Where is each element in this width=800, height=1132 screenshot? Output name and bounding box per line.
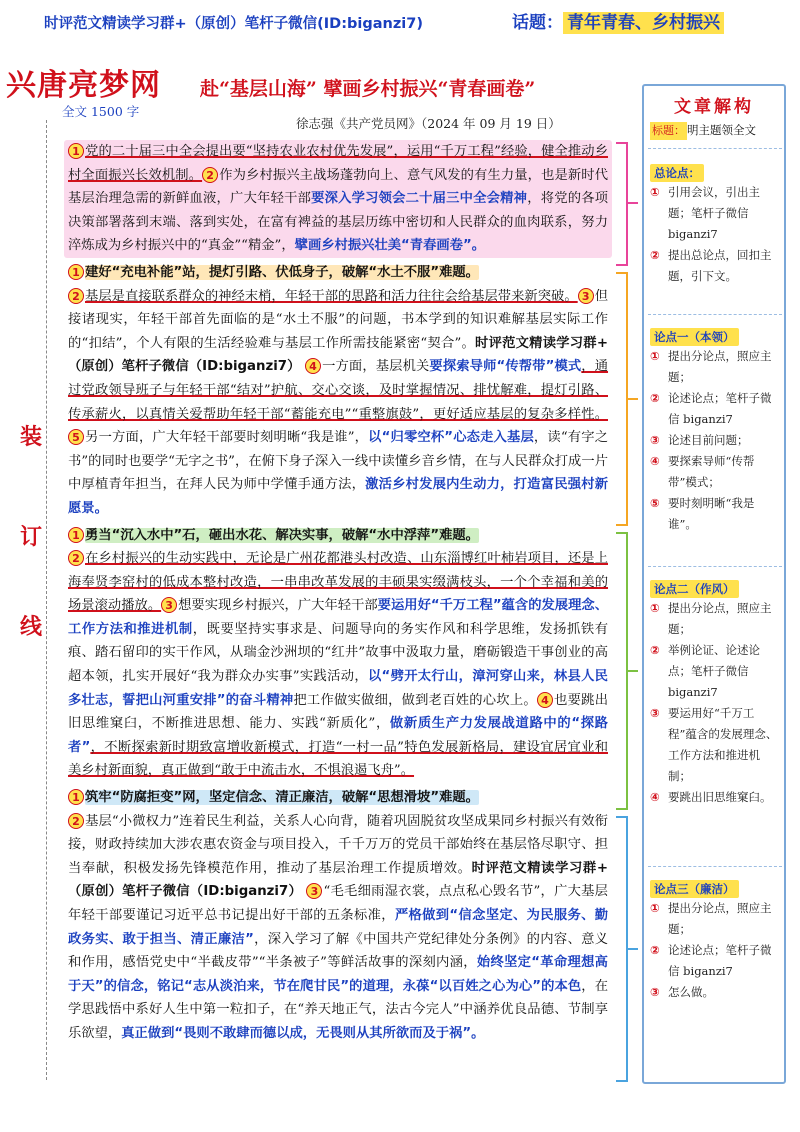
- bracket-tick: [628, 398, 638, 400]
- sentence: ，将党的各项决策部署落到末端、落到实处，在富有裨益的基层历练中密切和人民群众的血肉联系，努力淬炼成为乡村振兴中的“真金”“精金”，: [68, 191, 609, 254]
- topic-label: [512, 8, 724, 33]
- sidebar-item: ⑤ 要时刻明晰“我是谁”。: [650, 496, 755, 531]
- structure-sidebar: [642, 84, 786, 1084]
- sentence-number: 4: [537, 692, 553, 708]
- key-phrase: 以“劈开太行山，漳河穿山来，林县人民多壮志，誓把山河重安排”的奋斗精神: [68, 669, 608, 708]
- sentence-number: 1: [68, 527, 84, 543]
- sidebar-item: ② 提出总论点，回扣主题，引下文。: [650, 248, 772, 283]
- paragraph-point-1: [64, 261, 612, 521]
- sidebar-divider: [648, 866, 782, 867]
- sentence-number: 1: [68, 143, 84, 159]
- binding-char-3: 线: [20, 615, 43, 640]
- section-heading: 论点二（作风）: [650, 580, 739, 598]
- sidebar-divider: [648, 148, 782, 149]
- sidebar-item: ③ 论述目前问题；: [650, 433, 749, 447]
- sentence: ，读“有字之书”的同时也要学“无字之书”，在俯下身子深入一线中读懂乡音乡情，在与人民群众打成一片中厚植青年担当，在拜人民为师中学懂手通方法，: [68, 430, 608, 493]
- sentence-number: 2: [68, 550, 84, 566]
- sidebar-item: ③ 要运用好“千万工程”蕴含的发展理念、工作方法和推进机制；: [650, 706, 778, 783]
- sentence: ，既要坚持实事求是、问题导向的务实作风和科学思维，发扬抓铁有痕、踏石留印的实干作风，从瑞金沙洲坝的“红井”故事中汲取力量，磨砺锻造干事创业的高超本领，扎实开展好“我为群众办实事”实践活动，: [68, 621, 609, 685]
- sentence-number: 3: [578, 288, 594, 304]
- sentence: 党的二十届三中全会提出要“坚持农业农村优先发展”，运用“千万工程”经验，健全推动乡村全面振兴长效机制。: [68, 144, 608, 183]
- sentence: ，不断探索新时期致富增收新模式，打造“一村一品”特色发展新格局，建设宜居宜业和美乡村新面貌，真正做到“敢于中流击水，不惧浪遏飞舟”。: [68, 739, 608, 779]
- key-phrase: 严格做到“信念坚定、为民服务、勤政务实、敢于担当、清正廉洁”: [68, 908, 609, 947]
- topic-text: 青年青春、乡村振兴: [563, 12, 724, 34]
- sidebar-section-point-3: [650, 878, 778, 1003]
- bracket-tick: [628, 202, 638, 204]
- paragraph-intro: [64, 140, 612, 258]
- key-phrase: 始终坚定“革命理想高于天”的信念，铭记“志从淡泊来，节在爬甘民”的道理，永葆“以百姓之心为心”的本色: [68, 955, 608, 994]
- sub-thesis: 勇当“沉入水中”石，砸出水花、解决实事，破解“水中浮萍”难题。: [85, 527, 479, 543]
- binding-char-1: 装: [20, 425, 43, 450]
- sidebar-title-note: [650, 121, 778, 140]
- bracket-tick: [628, 948, 638, 950]
- sidebar-item: ① 提出分论点，照应主题；: [650, 601, 772, 636]
- binding-char-2: 订: [20, 525, 43, 550]
- sentence: 在乡村振兴的生动实践中，无论是广州花都港头村改造、山东淄博红叶柿岩项目，还是上海奉贤李窑村的低成本整村改造，一串串改革发展的丰硕果实缀满枝头，一个个幸福和美的场景滚动播放。: [68, 551, 608, 614]
- sentence-number: 4: [305, 358, 321, 374]
- sidebar-item: ② 论述论点；笔杆子微信 biganzi7: [650, 391, 772, 426]
- sidebar-item: ① 提出分论点，照应主题；: [650, 901, 772, 936]
- site-logo: 兴唐亮梦网: [6, 68, 161, 103]
- sidebar-divider: [648, 566, 782, 567]
- sub-thesis: 建好“充电补能”站，提灯引路、伏低身子，破解“水土不服”难题。: [85, 264, 479, 280]
- sentence: 把工作做实做细，做到老百姓的心坎上。: [293, 692, 537, 708]
- sentence: 基层“小微权力”连着民生利益，关系人心向背，随着巩固脱贫攻坚成果同乡村振兴有效衔接，财政持续加大涉农惠农资金与项目投入，千千万万的党员干部始终在基层恪尽职守、担当奉献，积极发扬先锋模范作用，推动了基层治理工作提质增效。: [68, 813, 608, 876]
- bracket-point-3: [616, 816, 628, 1082]
- sentence: 作为乡村振兴主战场蓬勃向上、意气风发的有生力量，也是新时代基层治理急需的新鲜血液，广大年轻干部: [68, 167, 609, 207]
- sentence: 一方面，基层机关: [321, 359, 430, 375]
- section-heading: 总论点：: [650, 164, 704, 182]
- sidebar-section-point-2: [650, 578, 778, 808]
- sidebar-item: ④ 要探索导师“传帮带”模式；: [650, 454, 755, 489]
- section-heading: 论点一（本领）: [650, 328, 739, 346]
- section-heading: 论点三（廉洁）: [650, 880, 739, 898]
- bracket-point-1: [616, 272, 628, 526]
- sentence: ，通过党政领导班子与年轻干部“结对”护航、交心交谈，及时掌握情况、排忧解难，提灯引路、传承薪火，以真情关爱帮助年轻干部“蓄能充电”“重整旗鼓”，更好适应基层的复杂多样性。: [68, 359, 609, 422]
- sidebar-section-thesis: [650, 162, 778, 287]
- sentence: 另一方面，广大年轻干部要时刻明晰“我是谁”，: [85, 430, 369, 446]
- sidebar-item: ① 提出分论点，照应主题；: [650, 349, 772, 384]
- sidebar-section-point-1: [650, 326, 778, 535]
- promo-text: 时评范文精读学习群+（原创）笔杆子微信（ID:biganzi7）: [68, 860, 608, 900]
- sentence: “毛毛细雨湿衣裳，点点私心毁名节”，广大基层年轻干部要谨记习近平总书记提出好干部的五条标准，: [68, 884, 608, 923]
- sidebar-title: 文章解构: [674, 97, 754, 117]
- key-phrase: 要深入学习领会二十届三中全会精神: [311, 191, 528, 207]
- key-phrase: 要探索导师“传帮带”模式: [429, 359, 582, 375]
- sentence: 也要跳出旧思维窠臼，不断推进思想、能力、实践“新质化”，: [68, 692, 608, 732]
- sentence-number: 1: [68, 264, 84, 280]
- article-body: [64, 140, 612, 1046]
- key-phrase: 真正做到“畏则不敢肆而德以成，无畏则从其所欲而及于祸”。: [121, 1025, 485, 1041]
- sentence: ，在学思践悟中系好人生中第一粒扣子，在“养天地正气，法古今完人”中涵养优良品德、节制享乐欲望，: [68, 978, 608, 1041]
- sidebar-divider: [648, 314, 782, 315]
- bracket-point-2: [616, 532, 628, 810]
- promo-text: 时评范文精读学习群+（原创）笔杆子微信（ID:biganzi7）: [68, 335, 608, 375]
- key-phrase: 以“归零空杯”心态走入基层: [368, 430, 534, 446]
- sidebar-item: ① 引用会议，引出主题；笔杆子微信 biganzi7: [650, 185, 760, 241]
- binding-line: [46, 120, 47, 1080]
- key-phrase: 激活乡村发展内生动力，打造富民强村新愿景。: [68, 477, 609, 516]
- key-phrase: 做新质生产力发展战道路中的“探路者”: [68, 716, 608, 755]
- bracket-intro: [616, 142, 628, 266]
- sentence-number: 5: [68, 429, 84, 445]
- sentence-number: 1: [68, 789, 84, 805]
- sidebar-item: ② 论述论点；笔杆子微信 biganzi7: [650, 943, 772, 978]
- sentence: ，深入学习了解《中国共产党纪律处分条例》的内容、意义和作用，感悟党史中“半截皮带”“半条被子”等鲜活故事的深刻内涵，: [68, 931, 608, 971]
- sub-thesis: 筑牢“防腐拒变”网，坚定信念、清正廉洁，破解“思想滑坡”难题。: [85, 790, 479, 806]
- thesis-phrase: 擘画乡村振兴壮美“青春画卷”。: [294, 238, 485, 254]
- sentence-number: 3: [161, 597, 177, 613]
- sentence: 想要实现乡村振兴，广大年轻干部: [178, 598, 378, 614]
- topic-prefix: 话题：: [512, 13, 563, 33]
- sentence-number: 3: [306, 883, 322, 899]
- key-phrase: 要运用好“千万工程”蕴含的发展理念、工作方法和推进机制: [68, 598, 608, 637]
- sentence: 但接诸现实，年轻干部首先面临的是“水土不服”的问题，书本学到的知识难解基层实际工作的“扣结”，个人有限的生活经验难与基层工作所需技能紧密“契合”。: [68, 288, 609, 351]
- sidebar-item: ③ 怎么做。: [650, 985, 714, 999]
- sentence-number: 2: [68, 288, 84, 304]
- series-title: 时评范文精读学习群+（原创）笔杆子微信(ID:biganzi7): [44, 16, 423, 32]
- sentence-number: 2: [202, 167, 218, 183]
- title-tag: 标题：: [650, 122, 687, 140]
- title-tag-text: 明主题领全文: [687, 123, 756, 137]
- paragraph-point-3: [64, 786, 612, 1046]
- sidebar-item: ④ 要跳出旧思维窠臼。: [650, 790, 772, 804]
- sentence: 基层是直接联系群众的神经末梢，年轻干部的思路和活力往往会给基层带来新突破。: [85, 288, 578, 304]
- word-count: 全文 1500 字: [62, 104, 140, 119]
- page-header: [28, 6, 798, 54]
- bracket-tick: [628, 670, 638, 672]
- sidebar-item: ② 举例论证、论述论点；笔杆子微信 biganzi7: [650, 643, 760, 699]
- paragraph-point-2: [64, 524, 612, 784]
- byline: 徐志强《共产党员网》（2024 年 09 月 19 日）: [296, 116, 561, 131]
- sentence-number: 2: [68, 813, 84, 829]
- article-title: 赴“基层山海” 擘画乡村振兴“青春画卷”: [200, 78, 536, 100]
